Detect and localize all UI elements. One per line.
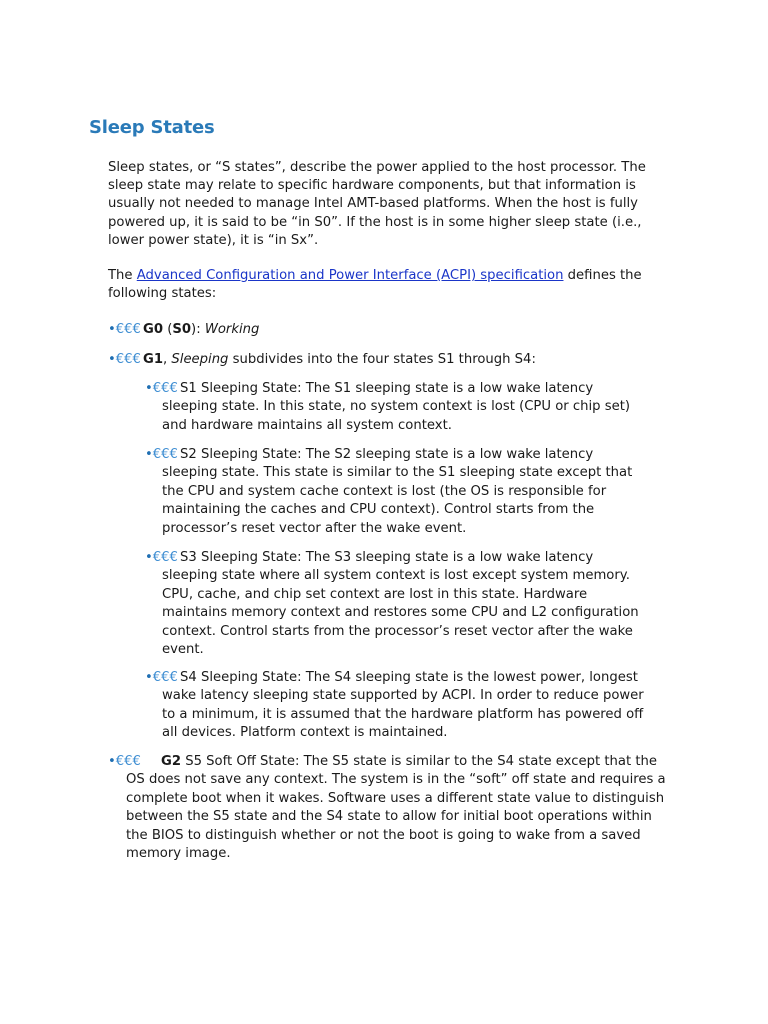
bullet-dot: • <box>145 550 153 565</box>
list-item-g1 <box>108 351 668 369</box>
bullet-marker <box>145 669 178 687</box>
list-item-s4 <box>145 669 645 743</box>
acpi-suffix: defines the following states: <box>108 268 642 302</box>
bullet-marks: €€€ <box>115 352 141 367</box>
g1-sep: , <box>163 352 172 367</box>
s2-text: S2 Sleeping State: The S2 sleeping state is a low wake latency sleeping state. This state is similar to the S1 sleeping state except that the CPU and system cache context is lost (the OS is responsible for maintaining the caches and CPU context). Control starts from the processor’s reset vector after the wake event. <box>162 447 633 536</box>
bullet-marks: €€€ <box>152 381 178 396</box>
bullet-marker <box>108 351 141 369</box>
bullet-marker <box>108 321 141 339</box>
s1-text: S1 Sleeping State: The S1 sleeping state is a low wake latency sleeping state. In this state, no system context is lost (CPU or chip set) and hardware maintains all system context. <box>162 381 631 433</box>
page-title: Sleep States <box>89 117 215 138</box>
g2-desc: S5 Soft Off State: The S5 state is similar to the S4 state except that the OS does not save any context. The system is in the “soft” off state and requires a complete boot when it wakes. Software uses a different state value to distinguish between the S5 state and the S4 state to allow for initial boot operations within the BIOS to distinguish whether or not the boot is going to wake from a saved memory image. <box>126 754 666 862</box>
g1-code: G1 <box>143 352 164 367</box>
g0-text <box>108 321 668 339</box>
g2-code: G2 <box>161 754 182 769</box>
g0-sub: S0 <box>172 322 192 337</box>
bullet-marks: €€€ <box>152 550 178 565</box>
g1-text <box>108 351 668 369</box>
acpi-prefix: The <box>108 268 137 283</box>
bullet-marks: €€€ <box>115 322 141 337</box>
g0-desc: Working <box>204 322 260 337</box>
intro-paragraph: Sleep states, or “S states”, describe the power applied to the host processor. The sleep state may relate to specific hardware components, but that information is usually not needed to manage Intel AMT-based platforms. When the host is fully powered up, it is said to be “in S0”. If the host is in some higher sleep state (i.e., lower power state), it is “in Sx”. <box>108 160 646 248</box>
list-item-s1 <box>145 380 645 435</box>
bullet-marks: €€€ <box>152 670 178 685</box>
list-item-s3 <box>145 549 645 659</box>
bullet-dot: • <box>108 322 116 337</box>
bullet-marks: €€€ <box>152 447 178 462</box>
bullet-marks: €€€ <box>115 754 141 769</box>
g1-desc-rest: subdivides into the four states S1 through S4: <box>228 352 536 367</box>
bullet-marker <box>145 380 178 398</box>
bullet-dot: • <box>145 670 153 685</box>
bullet-dot: • <box>108 754 116 769</box>
g0-close: ): <box>191 322 205 337</box>
bullet-dot: • <box>145 381 153 396</box>
g2-text <box>108 753 668 863</box>
s4-text: S4 Sleeping State: The S4 sleeping state is the lowest power, longest wake latency sleeping state supported by ACPI. In order to reduce power to a minimum, it is assumed that the hardware platform has powered off all devices. Platform context is maintained. <box>162 670 644 741</box>
acpi-paragraph <box>108 267 668 303</box>
g0-open: ( <box>163 322 173 337</box>
bullet-dot: • <box>145 447 153 462</box>
g1-desc-italic: Sleeping <box>171 352 229 367</box>
bullet-dot: • <box>108 352 116 367</box>
list-item-g2 <box>108 753 668 863</box>
g0-code: G0 <box>143 322 164 337</box>
list-item-s2 <box>145 446 645 538</box>
bullet-marker <box>108 753 141 771</box>
acpi-spec-link[interactable]: Advanced Configuration and Power Interface (ACPI) specification <box>136 268 564 283</box>
bullet-marker <box>145 446 178 464</box>
list-item-g0 <box>108 321 668 339</box>
bullet-marker <box>145 549 178 567</box>
s3-text: S3 Sleeping State: The S3 sleeping state is a low wake latency sleeping state where all system context is lost except system memory. CPU, cache, and chip set context are lost in this state. Hardware maintains memory context and restores some CPU and L2 configuration context. Control starts from the processor’s reset vector after the wake event. <box>162 550 639 658</box>
